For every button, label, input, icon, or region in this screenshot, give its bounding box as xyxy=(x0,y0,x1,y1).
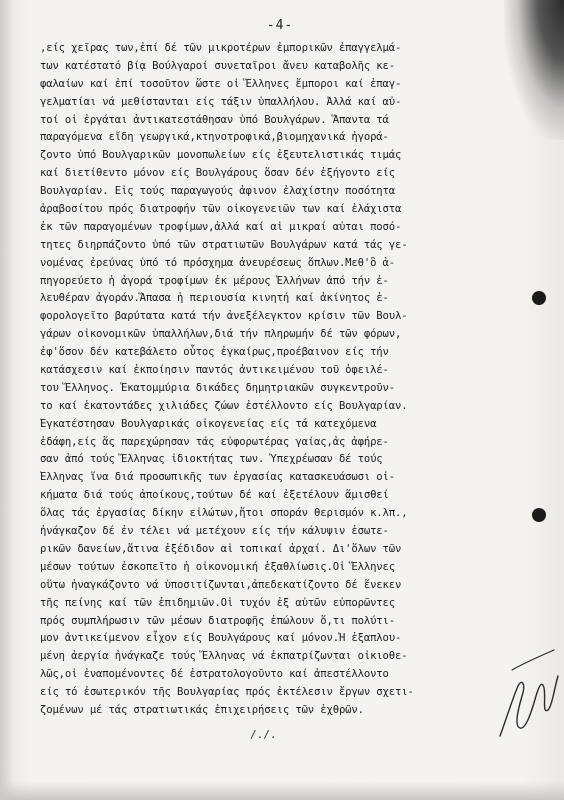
page-number: -4- xyxy=(266,18,294,33)
text-line: των κατέστατό βίᾳ Βούλγαροί συνεταῖροι ἄνευ καταβολῆς κε- xyxy=(40,59,395,72)
punch-hole-upper xyxy=(532,291,546,305)
text-line: καί διετίθεντο μόνον είς Βουλγάρους ὅσαν δέν ἐξήγοντο είς xyxy=(40,167,395,180)
text-line: γελματίαι νά μεθίστανται είς τάξιν ὑπαλλήλου. Ἀλλά καί αὐ- xyxy=(40,95,402,108)
typed-body-text xyxy=(40,40,510,720)
end-mark: /./. xyxy=(250,728,277,741)
text-line: είς τό ἐσωτερικόν τῆς Βουλγαρίας πρός ἐκτέλεσιν ἔργων σχετι- xyxy=(40,686,414,699)
text-line: το καί ἑκατοντάδες χιλιάδες ζώων ἐστέλλοντο είς Βουλγαρίαν. xyxy=(40,399,408,412)
page-left-edge-shadow xyxy=(0,0,14,800)
text-line: φαλαίων καί ἐπί τοσοῦτον ὥστε οἱ Ἕλληνες ἔμποροι καί ἐπαγ- xyxy=(40,77,402,90)
text-line: Ἕλληνας ἵνα διά προσωπικῆς των ἐργασίας κατασκευάσωσι οἰ- xyxy=(40,471,395,484)
text-line: λῶς,οἱ ἐναπομένοντες δέ ἐστρατολογοῦντο καί ἀπεστέλλοντο xyxy=(40,668,389,681)
scan-corner-shadow xyxy=(504,0,564,140)
text-line: σαν ἀπό τούς Ἕλληνας ἰδιοκτήτας των. Ὑπεχρέωσαν δέ τούς xyxy=(40,453,383,466)
handwritten-signature xyxy=(492,640,562,750)
text-line: κατάσχεσιν καί ἐκποίησιν παντός ἀντικειμένου τοῦ ὀφειλέ- xyxy=(40,364,389,377)
text-line: μέσων τούτων ἐσκοπεῖτο ἡ οἰκονομική ἐξαθλίωσις.Οἱ Ἕλληνες xyxy=(40,560,395,573)
text-line: νομένας ἐρεύνας ὑπό τό πρόσχημα ἀνευρέσεως ὅπλων.Μεθ'ὃ ἀ- xyxy=(40,256,395,269)
text-line: πηγορεύετο ἡ ἀγορά τροφίμων ἐκ μέρους Ἑλλήνων ἀπό τήν ἐ- xyxy=(40,274,389,287)
text-line: ἐκ τῶν παραγομένων τροφίμων,ἀλλά καί αἱ μικραί αὐται ποσό- xyxy=(40,220,402,233)
text-line: λευθέραν ἀγοράν.Ἅπασα ἡ περιουσία κινητή καί ἀκίνητος ἐ- xyxy=(40,292,389,305)
text-line: ,είς χεῖρας των,ἐπί δέ τῶν μικροτέρων ἐμπορικῶν ἐπαγγελμά- xyxy=(40,42,402,54)
text-line: φορολογεῖτο βαρύτατα κατά τήν ἀνεξέλεγκτον κρίσιν τῶν Βουλ- xyxy=(40,310,408,323)
text-line: ὅλας τάς ἐργασίας δίκην εἱλώτων,ἤτοι σποράν θερισμόν κ.λπ., xyxy=(40,507,408,520)
text-line: ρικῶν δανείων,ἅτινα ἐξέδιδον αἱ τοπικαί ἀρχαί. Δι'ὅλων τῶν xyxy=(40,542,402,555)
text-line: μον ἀντικείμενον εἶχον είς Βουλγάρους καί μόνον.Ἡ ἐξαπλου- xyxy=(40,632,402,645)
text-line: γάρων οἰκονομικῶν ὑπαλλήλων,διά τήν πληρωμήν δέ τῶν φόρων, xyxy=(40,328,402,341)
text-line: ἠνάγκαζον δέ ἐν τέλει νά μετέχουν είς τήν κάλυψιν ἐσωτε- xyxy=(40,525,389,538)
text-line: ἀραβοσίτου πρός διατροφήν τῶν οἰκογενειῶν των καί ἐλάχιστα xyxy=(40,203,402,216)
text-line: κήματα διά τούς ἀποίκους,τούτων δέ καί ἐξετέλουν ἅμισθεί xyxy=(40,489,389,502)
text-line: τητες διηρπάζοντο ὑπό τῶν στρατιωτῶν Βουλγάρων κατά τάς γε- xyxy=(40,238,408,251)
text-line: ζοντο ὑπό Βουλγαρικῶν μονοπωλείων είς ἐξευτελιστικάς τιμάς xyxy=(40,149,402,162)
text-line: ἐφ'ὅσον δέν κατεβάλετο οὗτος ἐγκαίρως,προέβαινον είς τήν xyxy=(40,346,389,359)
text-line: ζομένων μέ τάς στρατιωτικάς ἐπιχειρήσεις τῶν ἐχθρῶν. xyxy=(40,703,364,716)
text-line: πρός συμπλήρωσιν τῶν μέσων διατροφῆς ἐπώλουν ὅ,τι πολύτι- xyxy=(40,614,395,627)
punch-hole-lower xyxy=(532,508,546,522)
text-line: Βουλγαρίαν. Εἰς τούς παραγωγούς ἀφινον ἐλαχίστην ποσότητα xyxy=(40,185,395,198)
text-line: οὕτω ἠναγκάζοντο νά ὑποσιτίζωνται,ἀπεδεκατίζοντο δέ ἕνεκεν xyxy=(40,578,402,591)
text-line: παραγόμενα εἴδη γεωργικά,κτηνοτροφικά,βιομηχανικά ἠγορά- xyxy=(40,131,389,144)
text-line: του Ἕλληνος. Ἑκατομμύρια δικάδες δημητριακῶν συγκεντροῦν- xyxy=(40,381,395,394)
text-line: Ἐγκατέστησαν Βουλγαρικάς οἰκογενείας είς τά κατεχόμενα xyxy=(40,417,377,430)
text-line: ἐδάφη,είς ἅς παρεχώρησαν τάς εὐφορωτέρας γαίας,ἀς ἀφήρε- xyxy=(40,435,389,448)
text-line: τοί οἱ ἐργάται ἀντικατεστάθησαν ὑπό Βουλγάρων. Ἅπαντα τά xyxy=(40,113,389,126)
text-line: τῆς πείνης καί τῶν ἐπιδημιῶν.Οἱ τυχόν ἐξ αὐτῶν εὐπορῶντες xyxy=(40,596,395,609)
text-line: μένη ἀεργία ἠνάγκαζε τούς Ἕλληνας νά ἐκπατρίζωνται οἰκιοθε- xyxy=(40,650,408,663)
page-bottom-edge-shadow xyxy=(0,782,564,800)
